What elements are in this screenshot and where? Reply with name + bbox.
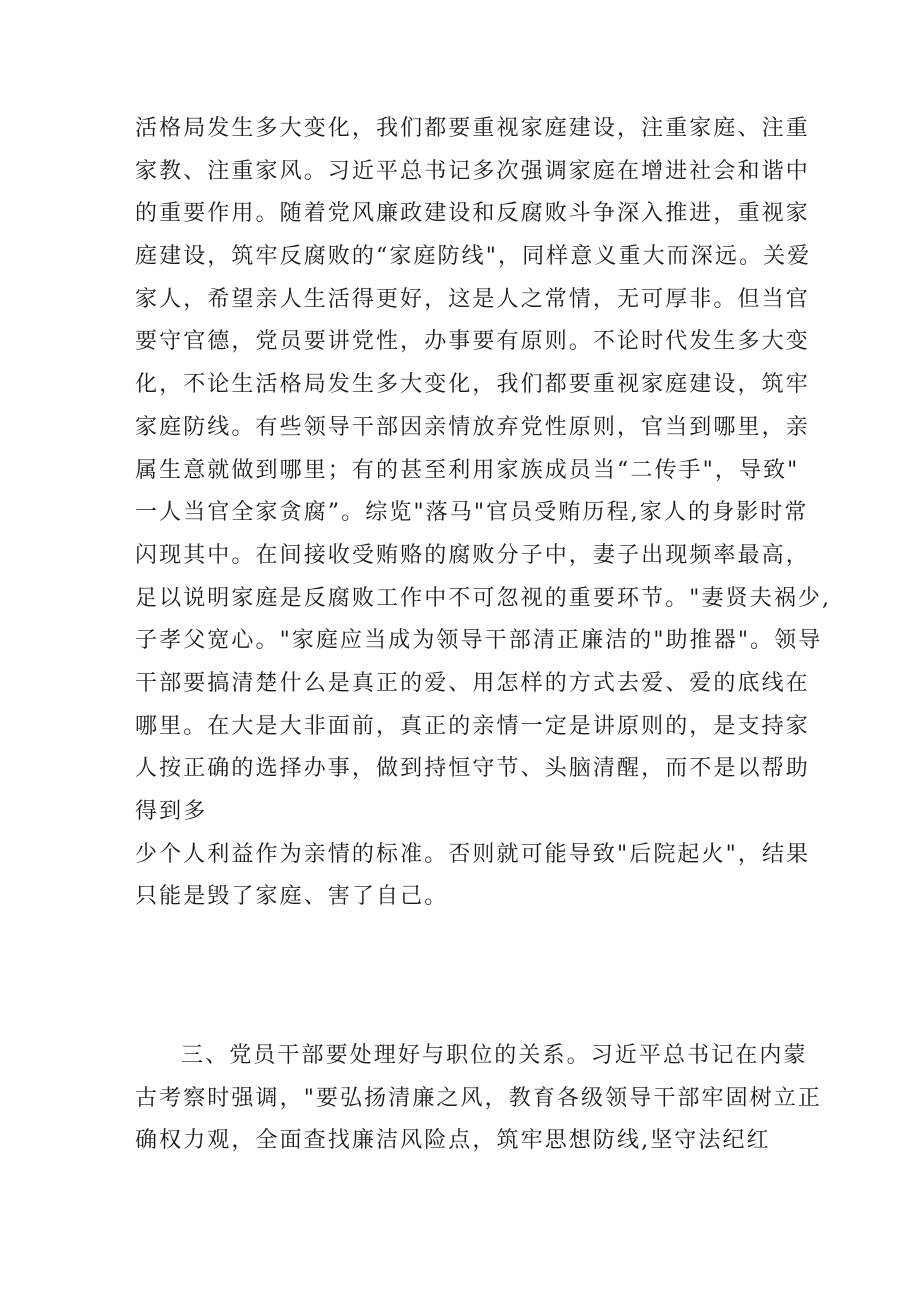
text-line: 子孝父宽心。"家庭应当成为领导干部清正廉洁的"助推器"。领导: [135, 628, 823, 654]
text-line: 庭建设，筑牢反腐败的“家庭防线"，同样意义重大而深远。关爱: [135, 244, 812, 270]
text-line: 的重要作用。随着党风廉政建设和反腐败斗争深入推进，重视家: [135, 201, 810, 227]
text-line: 属生意就做到哪里；有的甚至利用家族成员当“二传手"，导致": [135, 457, 800, 483]
text-line: 要守官德，党员要讲党性，办事要有原则。不论时代发生多大变: [135, 329, 810, 355]
text-line: 化，不论生活格局发生多大变化，我们都要重视家庭建设，筑牢: [135, 372, 810, 398]
text-line: 足以说明家庭是反腐败工作中不可忽视的重要环节。"妻贤夫祸少,: [135, 585, 832, 611]
text-line: 家庭防线。有些领导干部因亲情放弃党性原则，官当到哪里，亲: [135, 414, 810, 440]
text-line: 活格局发生多大变化，我们都要重视家庭建设，注重家庭、注重: [135, 116, 810, 141]
text-line: 人按正确的选择办事，做到持恒守节、头脑清醒，而不是以帮助: [135, 756, 810, 782]
text-line: 确权力观，全面查找廉洁风险点，筑牢思想防线,坚守法纪红: [135, 1128, 771, 1154]
text-line: 只能是毁了家庭、害了自己。: [135, 884, 449, 910]
text-line: 一人当官全家贪腐”。综览"落马"官员受贿历程,家人的身影时常: [135, 500, 809, 526]
text-line: 哪里。在大是大非面前，真正的亲情一定是讲原则的，是支持家: [135, 713, 810, 739]
paragraph-family-relations: [135, 108, 832, 919]
text-line: 干部要搞清楚什么是真正的爱、用怎样的方式去爱、爱的底线在: [135, 670, 810, 696]
text-line: 少个人利益作为亲情的标准。否则就可能导致"后院起火"，结果: [135, 841, 811, 867]
text-line: 家人，希望亲人生活得更好，这是人之常情，无可厚非。但当官: [135, 286, 810, 312]
text-line: 闪现其中。在间接收受贿赂的腐败分子中，妻子出现频率最高，: [135, 542, 810, 568]
text-line: 得到多: [135, 799, 208, 824]
text-line: 家教、注重家风。习近平总书记多次强调家庭在增进社会和谐中: [135, 158, 810, 184]
text-line: 古考察时强调，"要弘扬清廉之风，教育各级领导干部牢固树立正: [135, 1085, 823, 1111]
section-heading-line: 三、党员干部要处理好与职位的关系。习近平总书记在内蒙: [181, 1043, 808, 1068]
paragraph-position-relations: [135, 1035, 823, 1163]
